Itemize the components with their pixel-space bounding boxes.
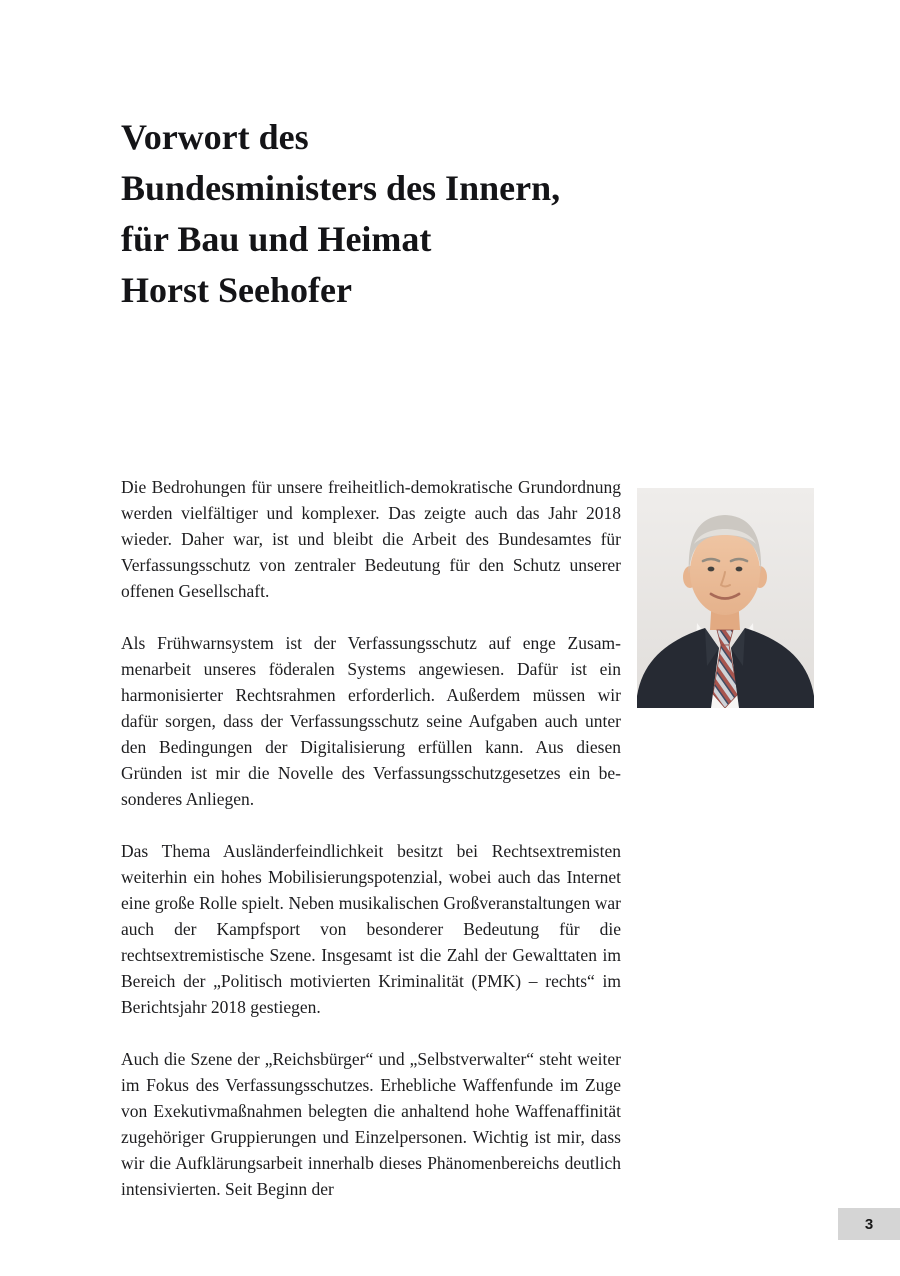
title-line-3: für Bau und Heimat [121,219,432,259]
title-line-1: Vorwort des [121,117,309,157]
portrait-photo [637,488,814,708]
paragraph-3: Das Thema Ausländerfeindlichkeit besitzt bei Rechtsextremisten weiterhin ein hohes Mobilisierungspotenzial, wobei auch das Internet eine große Rolle spielt. Neben musikalischen Großveranstaltungen war auch der Kampfsport von besonderer Bedeutung für die rechtsextremistische Szene. Insgesamt ist die Zahl der Gewalttaten im Bereich der „Politisch motivierten Kriminalität (PMK) – rechts“ im Berichtsjahr 2018 gestiegen. [121,841,621,1017]
title-line-2: Bundesministers des Innern, [121,168,561,208]
page-number: 3 [864,1215,874,1233]
body-text [121,474,621,1202]
portrait-photo-graphic [637,488,814,708]
title-line-4: Horst Seehofer [121,270,352,310]
paragraph-2: Als Frühwarnsystem ist der Verfassungsschutz auf enge Zusammenarbeit unseres föderalen Systems angewiesen. Dafür ist ein harmonisierter Rechtsrahmen erforderlich. Außerdem müssen wir dafür sorgen, dass der Verfassungsschutz seine Aufgaben auch unter den Bedingungen der Digitalisierung erfüllen kann. Aus diesen Gründen ist mir die Novelle des Verfassungsschutzgesetzes ein besonderes Anliegen. [121,633,621,809]
paragraph-1: Die Bedrohungen für unsere freiheitlich-demokratische Grundordnung werden vielfältiger und komplexer. Das zeigte auch das Jahr 2018 wieder. Daher war, ist und bleibt die Arbeit des Bundesamtes für Verfassungsschutz von zentraler Bedeutung für den Schutz unserer offenen Gesellschaft. [121,477,621,601]
page-title [121,112,681,316]
paragraph-4: Auch die Szene der „Reichsbürger“ und „Selbstverwalter“ steht weiter im Fokus des Verfassungsschutzes. Erhebliche Waffenfunde im Zuge von Exekutivmaßnahmen belegten die anhaltend hohe Waffenaffinität zugehöriger Gruppierungen und Einzelpersonen. Wichtig ist mir, dass wir die Aufklärungsarbeit innerhalb dieses Phänomenbereichs deutlich intensivierten. Seit Beginn der [121,1049,621,1199]
page-number-box [838,1208,900,1240]
